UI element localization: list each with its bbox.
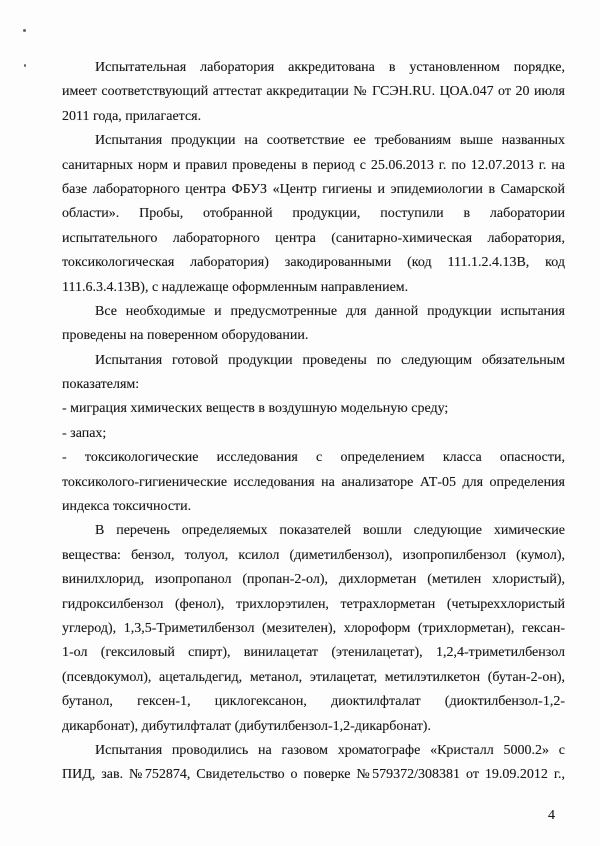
text-line: дикарбонат), дибутилфталат (дибутилбензол-1,2-дикарбонат). bbox=[62, 718, 431, 734]
text-line: имеет соответствующий аттестат аккредитации № ГСЭН.RU. ЦОА.047 от 20 июля bbox=[62, 84, 565, 100]
list-item-migration bbox=[62, 397, 565, 421]
text-line: индекса токсичности. bbox=[62, 499, 192, 515]
text-line: В перечень определяемых показателей вошли следующие химические bbox=[95, 523, 565, 539]
text-line: (псевдокумол), ацетальдегид, метанол, этилацетат, метилэтилкетон (бутан-2-он), bbox=[62, 669, 565, 685]
text-line: базе лабораторного центра ФБУЗ «Центр гигиены и эпидемиологии в Самарской bbox=[62, 181, 565, 197]
paragraph-accreditation bbox=[62, 56, 565, 129]
page-number: 4 bbox=[548, 808, 555, 823]
text-line: бутанол, гексен-1, циклогексанон, диоктилфталат (диоктилбензол-1,2- bbox=[62, 694, 565, 710]
document-body bbox=[62, 56, 565, 788]
text-line: 2011 года, прилагается. bbox=[62, 108, 202, 124]
text-line: ПИД, зав. №752874, Свидетельство о поверке №579372/308381 от 19.09.2012 г., bbox=[62, 767, 565, 783]
scan-speck bbox=[24, 64, 26, 67]
paragraph-chromatograph bbox=[62, 739, 565, 788]
text-line: - миграция химических веществ в воздушную модельную среду; bbox=[62, 401, 449, 417]
text-line: санитарных норм и правил проведены в период с 25.06.2013 г. по 12.07.2013 г. на bbox=[62, 157, 565, 173]
text-line: Испытания готовой продукции проведены по следующим обязательным bbox=[95, 352, 565, 368]
paragraph-equipment bbox=[62, 300, 565, 349]
paragraph-chemical-substances bbox=[62, 519, 565, 739]
text-line: испытательного лабораторного центра (санитарно-химическая лаборатория, bbox=[62, 230, 565, 246]
text-line: винилхлорид, изопропанол (пропан-2-ол), дихлорметан (метилен хлористый), bbox=[62, 572, 565, 588]
text-line: вещества: бензол, толуол, ксилол (диметилбензол), изопропилбензол (кумол), bbox=[62, 547, 565, 563]
text-line: гидроксилбензол (фенол), трихлорэтилен, тетрахлорметан (четыреххлористый bbox=[62, 596, 565, 612]
text-line: токсикологическая лаборатория) закодированными (код 111.1.2.4.13В, код bbox=[62, 255, 565, 271]
text-line: углерод), 1,3,5-Триметилбензол (мезителен), хлороформ (трихлорметан), гексан- bbox=[62, 620, 565, 636]
text-line: 1-ол (гексиловый спирт), винилацетат (этенилацетат), 1,2,4-триметилбензол bbox=[62, 645, 565, 661]
paragraph-test-period bbox=[62, 129, 565, 300]
scan-speck bbox=[23, 29, 26, 32]
list-item-odor bbox=[62, 422, 565, 446]
list-item-toxicology bbox=[62, 446, 565, 519]
text-line: Все необходимые и предусмотренные для данной продукции испытания bbox=[95, 303, 565, 319]
text-line: Испытания проводились на газовом хроматографе «Кристалл 5000.2» с bbox=[95, 742, 565, 758]
text-line: проведены на поверенном оборудовании. bbox=[62, 328, 309, 344]
text-line: - токсикологические исследования с определением класса опасности, bbox=[62, 450, 565, 466]
text-line: - запах; bbox=[62, 425, 107, 441]
text-line: Испытания продукции на соответствие ее требованиям выше названных bbox=[95, 133, 565, 149]
text-line: области». Пробы, отобранной продукции, поступили в лаборатории bbox=[62, 206, 565, 222]
paragraph-mandatory-indicators bbox=[62, 349, 565, 398]
text-line: Испытательная лаборатория аккредитована в установленном порядке, bbox=[95, 60, 565, 75]
text-line: токсиколого-гигиенические исследования на анализаторе АТ-05 для определения bbox=[62, 474, 565, 490]
text-line: показателям: bbox=[62, 377, 140, 393]
text-line: 111.6.3.4.13В), с надлежаще оформленным направлением. bbox=[62, 279, 409, 295]
